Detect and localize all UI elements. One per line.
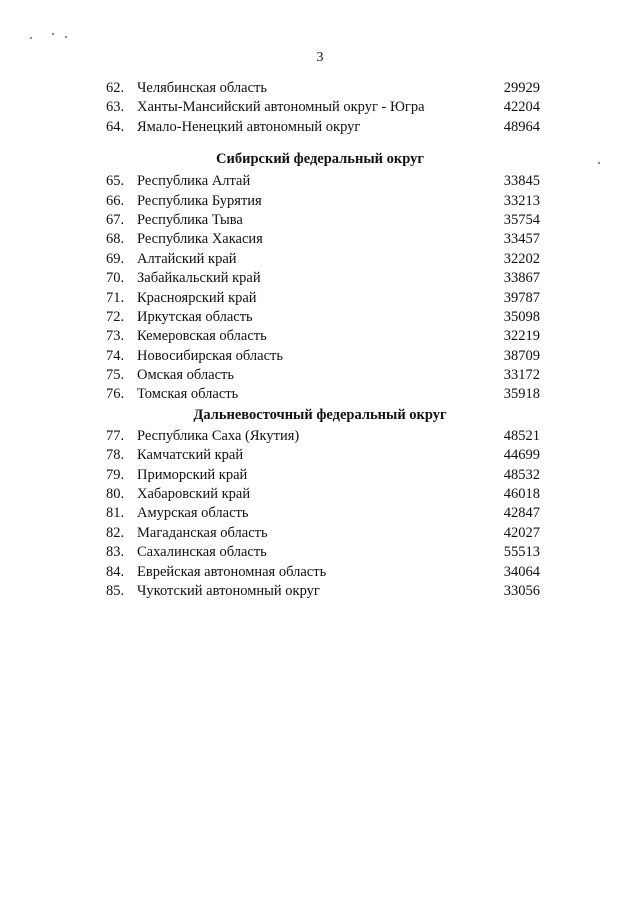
region-name: Кемеровская область	[137, 328, 267, 345]
region-value: 35754	[503, 211, 540, 228]
region-value: 39787	[503, 289, 540, 306]
region-name: Еврейская автономная область	[137, 563, 327, 580]
region-name: Новосибирская область	[137, 347, 283, 364]
row-number: 84.	[106, 563, 125, 580]
region-value: 48532	[503, 466, 540, 483]
region-value: 42204	[503, 99, 540, 116]
row-number: 81.	[106, 505, 125, 522]
region-name: Амурская область	[137, 505, 249, 522]
table-row	[0, 385, 640, 404]
table-row	[0, 308, 640, 327]
region-value: 55513	[503, 544, 540, 561]
region-name: Республика Саха (Якутия)	[137, 427, 300, 444]
region-name: Приморский край	[137, 466, 248, 483]
row-number: 83.	[106, 544, 125, 561]
region-name: Сахалинская область	[137, 544, 267, 561]
region-value: 33213	[503, 192, 540, 209]
row-number: 63.	[106, 99, 125, 116]
scan-speck	[52, 33, 54, 35]
region-name: Ямало-Ненецкий автономный округ	[137, 118, 361, 135]
region-name: Хабаровский край	[137, 486, 251, 503]
region-value: 35098	[503, 308, 540, 325]
row-number: 79.	[106, 466, 125, 483]
table-row	[0, 366, 640, 385]
table-row	[0, 327, 640, 346]
row-number: 73.	[106, 328, 125, 345]
region-name: Челябинская область	[137, 80, 267, 96]
table-row	[0, 524, 640, 543]
section-heading: Сибирский федеральный округ	[216, 151, 424, 168]
region-name: Магаданская область	[137, 524, 268, 541]
region-name: Республика Алтай	[137, 173, 251, 190]
row-number: 80.	[106, 486, 125, 503]
scan-speck	[65, 36, 67, 38]
row-number: 71.	[106, 289, 125, 306]
region-value: 48521	[503, 427, 540, 444]
row-number: 62.	[106, 80, 125, 96]
row-number: 65.	[106, 173, 125, 190]
group-far-eastern	[0, 405, 640, 602]
region-name: Иркутская область	[137, 308, 253, 325]
region-name: Камчатский край	[137, 447, 244, 464]
region-name: Томская область	[137, 386, 239, 403]
region-name: Красноярский край	[137, 289, 257, 306]
row-number: 78.	[106, 447, 125, 464]
region-value: 32219	[503, 328, 540, 345]
row-number: 77.	[106, 427, 125, 444]
row-number: 74.	[106, 347, 125, 364]
row-number: 67.	[106, 211, 125, 228]
region-name: Алтайский край	[137, 250, 237, 267]
row-number: 69.	[106, 250, 125, 267]
table-row	[0, 427, 640, 446]
region-value: 48964	[503, 118, 540, 135]
region-value: 42027	[503, 524, 540, 541]
region-name: Республика Хакасия	[137, 231, 263, 248]
region-value: 29929	[503, 80, 540, 96]
table-row	[0, 230, 640, 249]
table-row	[0, 504, 640, 523]
region-value: 33056	[503, 582, 540, 599]
group-siberian	[0, 149, 640, 405]
table-row	[0, 446, 640, 465]
row-number: 70.	[106, 270, 125, 287]
region-value: 33457	[503, 231, 540, 248]
row-number: 66.	[106, 192, 125, 209]
row-number: 64.	[106, 118, 125, 135]
region-name: Омская область	[137, 367, 234, 384]
region-value: 35918	[503, 386, 540, 403]
region-value: 33172	[503, 367, 540, 384]
row-number: 72.	[106, 308, 125, 325]
table-row	[0, 485, 640, 504]
row-number: 82.	[106, 524, 125, 541]
table-row	[0, 543, 640, 562]
section-heading: Дальневосточный федеральный округ	[193, 406, 447, 423]
region-name: Республика Бурятия	[137, 192, 262, 209]
region-value: 42847	[503, 505, 540, 522]
table-row	[0, 563, 640, 582]
region-name: Забайкальский край	[137, 270, 261, 287]
table-row	[0, 98, 640, 117]
region-value: 33867	[503, 270, 540, 287]
region-name: Чукотский автономный округ	[137, 582, 320, 599]
table-row	[0, 211, 640, 230]
table-row	[0, 250, 640, 269]
region-name: Ханты-Мансийский автономный округ - Югра	[137, 99, 425, 116]
table-row	[0, 466, 640, 485]
page-number: 3	[316, 50, 324, 65]
table-row	[0, 192, 640, 211]
region-value: 46018	[503, 486, 540, 503]
table-row	[0, 347, 640, 366]
table-row	[0, 118, 640, 137]
region-value: 44699	[503, 447, 540, 464]
table-row	[0, 79, 640, 98]
row-number: 68.	[106, 231, 125, 248]
table-row	[0, 269, 640, 288]
region-name: Республика Тыва	[137, 211, 243, 228]
row-number: 75.	[106, 367, 125, 384]
region-value: 32202	[503, 250, 540, 267]
region-table	[0, 79, 640, 601]
table-row	[0, 582, 640, 601]
region-value: 38709	[503, 347, 540, 364]
group-urals	[0, 79, 640, 137]
table-row	[0, 172, 640, 191]
scan-speck	[30, 37, 32, 39]
row-number: 85.	[106, 582, 125, 599]
region-value: 34064	[503, 563, 540, 580]
row-number: 76.	[106, 386, 125, 403]
table-row	[0, 289, 640, 308]
region-value: 33845	[503, 173, 540, 190]
